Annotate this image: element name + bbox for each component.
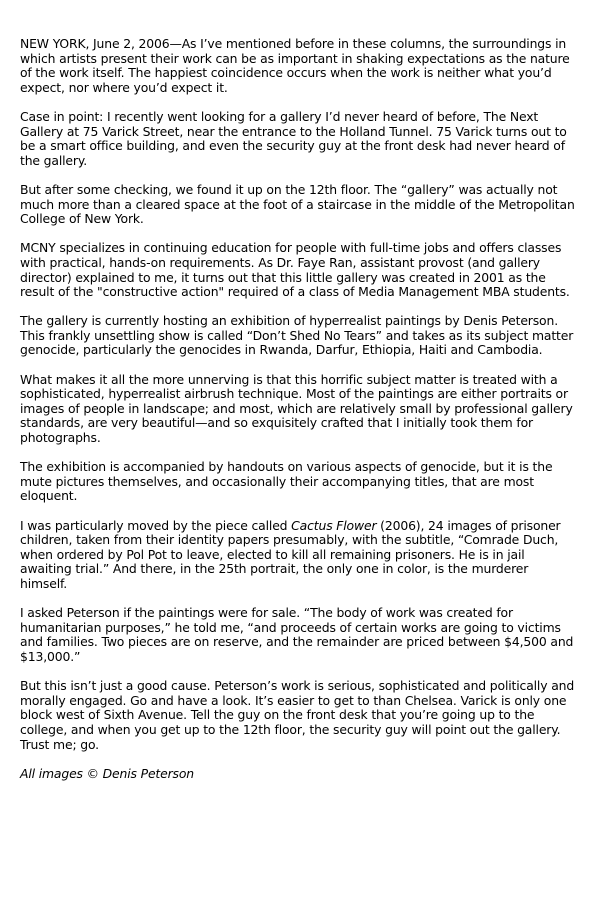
paragraph-closing: But this isn’t just a good cause. Peterson’s work is serious, sophisticated and politically and morally engaged. Go and have a look. It’s easier to get to than Chelsea. Varick is only one block west of Sixth Avenue. Tell the guy on the front desk that you’re going up to the college, and when you get up to the 12th floor, the security guy will point out the gallery. Trust me; go.	[20, 678, 575, 752]
paragraph-intro: NEW YORK, June 2, 2006—As I’ve mentioned before in these columns, the surroundings in which artists present their work can be as important in shaking expectations as the nature of the work itself. The happiest coincidence occurs when the work is neither what you’d expect, nor where you’d expect it.	[20, 36, 570, 95]
cactus-text-after: (2006), 24 images of prisoner children, taken from their identity papers presumably, with the subtitle, “Comrade Duch, when ordered by Pol Pot to leave, elected to kill all remaining prisoners. He is in jail awaiting trial.” And there, in the 25th portrait, the only one in color, is the murderer himself.	[20, 517, 561, 591]
paragraph-exhibition: The gallery is currently hosting an exhibition of hyperrealist paintings by Denis Peterson. This frankly unsettling show is called “Don’t Shed No Tears” and takes as its subject matter genocide, particularly the genocides in Rwanda, Darfur, Ethiopia, Haiti and Cambodia.	[20, 313, 574, 358]
cactus-text-before: I was particularly moved by the piece called	[20, 517, 292, 533]
paragraph-mcny: MCNY specializes in continuing education for people with full-time jobs and offers classes with practical, hands-on requirements. As Dr. Faye Ran, assistant provost (and gallery director) explained to me, it turns out that this little gallery was created in 2001 as the result of the "constructive action" required of a class of Media Management MBA students.	[20, 240, 570, 300]
paragraph-handouts: The exhibition is accompanied by handouts on various aspects of genocide, but it is the mute pictures themselves, and occasionally their accompanying titles, that are most eloquent.	[20, 459, 553, 504]
paragraph-cactus-flower	[20, 519, 576, 592]
paragraph-12th-floor: But after some checking, we found it up on the 12th floor. The “gallery” was actually not much more than a cleared space at the foot of a staircase in the middle of the Metropolitan College of New York.	[20, 181, 575, 227]
paragraph-technique: What makes it all the more unnerving is that this horrific subject matter is treated with a sophisticated, hyperrealist airbrush technique. Most of the paintings are either portraits or images of people in landscape; and most, which are relatively small by professional gallery standards, are very beautiful—and so exquisitely crafted that I initially took them for photographs.	[20, 371, 573, 446]
paragraph-case-in-point: Case in point: I recently went looking for a gallery I’d never heard of before, The Next Gallery at 75 Varick Street, near the entrance to the Holland Tunnel. 75 Varick turns out to be a smart office building, and even the security guy at the front desk had never heard of the gallery.	[20, 108, 567, 168]
article-body	[20, 37, 576, 796]
image-credit: All images © Denis Peterson	[20, 765, 194, 781]
paragraph-for-sale: I asked Peterson if the paintings were for sale. “The body of work was created for humanitarian purposes,” he told me, “and proceeds of certain works are going to victims and families. Two pieces are on reserve, and the remainder are priced between $4,500 and $13,000.”	[20, 605, 574, 664]
artwork-title: Cactus Flower	[291, 517, 377, 533]
